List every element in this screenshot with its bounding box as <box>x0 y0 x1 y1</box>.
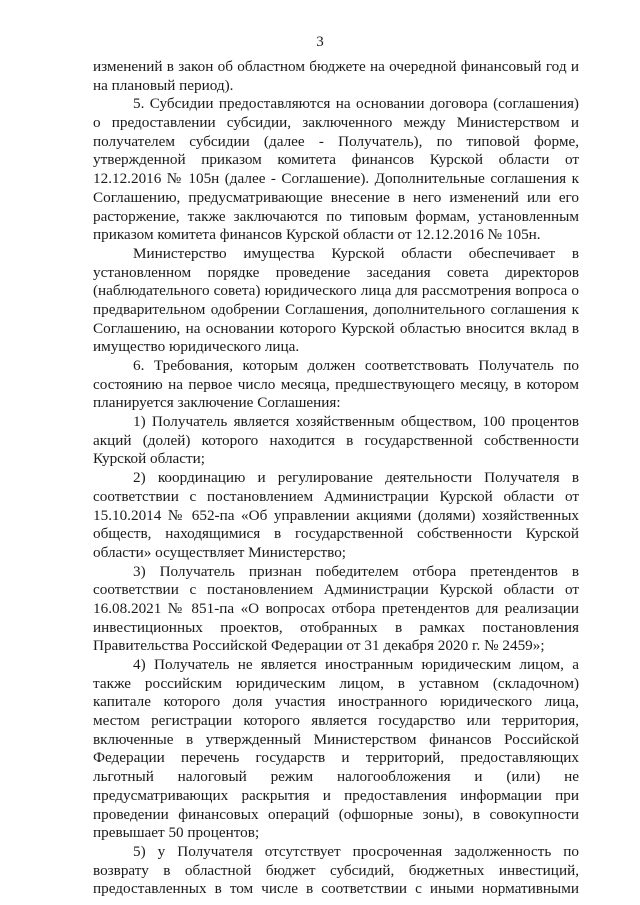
text-line: Правительства Российской Федерации от 31 декабря 2020 г. № 2459»; <box>93 637 545 655</box>
text-line: имущество юридического лица. <box>93 338 300 356</box>
text-line: предоставленных в том числе в соответствии с иными нормативными <box>93 880 579 898</box>
text-line: 6. Требования, которым должен соответствовать Получатель по <box>133 357 579 374</box>
text-line: утвержденной приказом комитета финансов Курской области от <box>93 151 579 169</box>
text-line: расторжение, также заключаются по типовым формам, установленным <box>93 207 579 225</box>
text-line: (наблюдательного совета) юридического лица для рассмотрения вопроса о <box>93 282 579 300</box>
text-line: получателем субсидии (далее - Получатель), по типовой форме, <box>93 132 579 150</box>
text-line: приказом комитета финансов Курской области от 12.12.2016 № 105н. <box>93 226 541 244</box>
text-line: о предоставлении субсидии, заключенного между Министерством и <box>93 114 579 132</box>
text-line: Федерации перечень государств и территорий, предоставляющих <box>93 749 579 767</box>
text-line: соответствии с постановлением Администрации Курской области от <box>93 581 579 599</box>
text-line: соответствии с постановлением Администрации Курской области от <box>93 487 579 505</box>
text-line: изменений в закон об областном бюджете на очередной финансовый год и <box>93 58 579 75</box>
text-line: на плановый период). <box>93 76 234 94</box>
text-line: возврату в областной бюджет субсидий, бюджетных инвестиций, <box>93 861 579 879</box>
text-line: планируется заключение Соглашения: <box>93 394 341 412</box>
text-line: 2) координацию и регулирование деятельности Получателя в <box>133 469 579 487</box>
text-line: проведении финансовых операций (офшорные зоны), в совокупности <box>93 805 579 823</box>
text-line: акций (долей) которого находится в государственной собственности <box>93 431 579 449</box>
text-line: 15.10.2014 № 652-па «Об управлении акциями (долями) хозяйственных <box>93 506 579 524</box>
text-line: льготный налоговый режим налогообложения и (или) не <box>93 768 579 786</box>
text-line: инвестиционных проектов, отобранных в рамках постановления <box>93 618 579 636</box>
text-line: включенные в утвержденный Министерством финансов Российской <box>93 730 579 748</box>
text-line: 5. Субсидии предоставляются на основании договора (соглашения) <box>133 95 579 113</box>
text-line: местом регистрации которого является государство или территория, <box>93 712 579 730</box>
text-line: 5) у Получателя отсутствует просроченная задолженность по <box>133 842 579 860</box>
text-line: Соглашению, на основании которого Курской областью вносится вклад в <box>93 319 579 337</box>
text-line: состоянию на первое число месяца, предшествующего месяцу, в котором <box>93 375 579 393</box>
text-line: обществ, находящимися в государственной собственности Курской <box>93 525 579 543</box>
text-line: 16.08.2021 № 851-па «О вопросах отбора претендентов для реализации <box>93 599 579 617</box>
page-number: 3 <box>316 34 324 50</box>
text-line: капитале которого доля участия иностранного юридического лица, <box>93 693 579 711</box>
text-line: Соглашению, предусматривающие внесение в него изменений или его <box>93 188 579 206</box>
text-line: также российским юридическим лицом, в уставном (складочном) <box>93 674 579 692</box>
text-line: 3) Получатель признан победителем отбора претендентов в <box>133 562 579 580</box>
text-line: 4) Получатель не является иностранным юридическим лицом, а <box>133 656 579 673</box>
text-line: области» осуществляет Министерство; <box>93 543 347 561</box>
text-line: установленном порядке проведение заседания совета директоров <box>93 263 579 281</box>
document-body <box>93 58 579 899</box>
text-line: 12.12.2016 № 105н (далее - Соглашение). Дополнительные соглашения к <box>93 170 579 188</box>
text-line: предварительном одобрении Соглашения, дополнительного соглашения к <box>93 300 579 318</box>
text-line: Курской области; <box>93 450 206 468</box>
text-line: Министерство имущества Курской области обеспечивает в <box>133 244 579 262</box>
text-line: превышает 50 процентов; <box>93 824 260 842</box>
text-line: предусматривающих раскрытия и предоставления информации при <box>93 786 579 804</box>
text-line: 1) Получатель является хозяйственным обществом, 100 процентов <box>133 413 579 431</box>
